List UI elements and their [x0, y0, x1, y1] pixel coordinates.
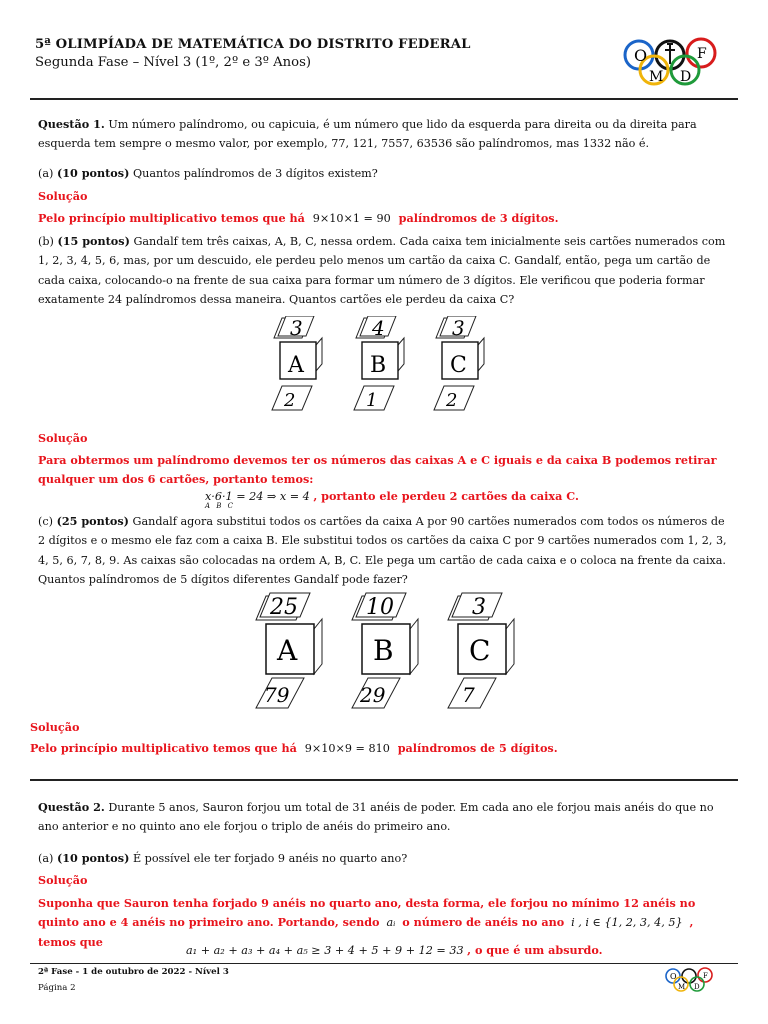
q2a-prefix: (a) — [38, 852, 54, 865]
q1a-solution-label: Solução — [38, 189, 88, 203]
header-divider — [30, 98, 738, 100]
box-b-letter: B — [370, 353, 387, 378]
q1b-solution-math-subscripts: A B C — [205, 502, 236, 510]
q2a-solution-end: , temos que — [38, 915, 694, 949]
q2a-solution-post: , o que é um absurdo. — [467, 943, 603, 957]
q1-label: Questão 1. — [38, 117, 105, 131]
box-b-large-top-card: 10 — [366, 595, 394, 620]
q1b-prefix: (b) — [38, 235, 54, 248]
footer-logo — [664, 966, 722, 994]
q1a-question — [38, 164, 730, 183]
q2a-solution-label: Solução — [38, 873, 88, 887]
logo-letter-f: F — [697, 46, 707, 62]
page-subtitle: Segunda Fase – Nível 3 (1º, 2º e 3º Anos) — [35, 55, 311, 70]
box-a-small — [272, 316, 322, 411]
box-c-bottom-card: 2 — [446, 390, 458, 411]
q1-statement — [38, 115, 730, 154]
section-divider — [30, 779, 738, 781]
q2-statement — [38, 798, 730, 837]
q1b-text: Gandalf tem três caixas, A, B, C, nessa ordem. Cada caixa tem inicialmente seis cartões numerados com 1, 2, 3, 4, 5, 6, mas, por um descuido, ele perdeu pelo menos um cartão da caixa C. Gandalf, então, pega um cartão de cada caixa, colocando-o na frente de sua caixa para formar um número de 3 dígitos. Ele verificou que poderia formar exatamente 24 palíndromos dessa maneira. Quantos cartões ele perdeu da caixa C? — [38, 235, 726, 307]
logo-letter-d: D — [680, 69, 692, 85]
logo-letter-o: O — [634, 46, 648, 65]
box-c-letter: C — [450, 353, 467, 378]
q2a-points: (10 pontos) — [56, 851, 130, 865]
page-title: 5ª OLIMPÍADA DE MATEMÁTICA DO DISTRITO FEDERAL — [35, 37, 471, 52]
logo-letter-m: M — [649, 69, 664, 85]
box-a-bottom-card: 2 — [284, 390, 296, 411]
footer-logo-o: O — [670, 972, 677, 981]
q2a-solution-equation — [186, 943, 603, 957]
q1c-text: Gandalf agora substitui todos os cartões da caixa A por 90 cartões numerados com todos os números de 2 dígitos e o mesmo ele faz com a caixa B. Ele substitui todos os cartões da caixa C por 9 cartões numerados com 1, 2, 3, 4, 5, 6, 7, 8, 9. As caixas são colocadas na ordem A, B, C. Ele pega um cartão de cada caixa e o coloca na frente da caixa. Quantos palíndromos de 5 dígitos diferentes Gandalf pode fazer? — [38, 515, 727, 587]
q1c-boxes-figure — [244, 592, 534, 712]
q1-statement-text: Um número palíndromo, ou capicuia, é um número que lido da esquerda para direita ou da direita para esquerda tem sempre o mesmo valor, por exemplo, 77, 121, 7557, 63536 são palíndromos, mas 1332 não é. — [38, 118, 697, 151]
box-a-large-letter: A — [277, 634, 298, 667]
q1c-points: (25 pontos) — [56, 514, 129, 528]
box-b-large-bottom-card: 29 — [360, 683, 386, 707]
q2a-solution-math: a₁ + a₂ + a₃ + a₄ + a₅ ≥ 3 + 4 + 5 + 9 + 12 = 33 — [186, 944, 464, 957]
q1a-prefix: (a) — [38, 167, 54, 180]
box-a-large-top-card: 25 — [270, 595, 298, 620]
box-b-small — [354, 316, 404, 411]
box-c-large-top-card: 3 — [472, 595, 486, 620]
q1c-solution-math: 9×10×9 = 810 — [304, 742, 390, 755]
box-b-top-card: 4 — [372, 316, 385, 340]
box-b-large — [352, 593, 418, 708]
box-a-letter: A — [288, 353, 304, 378]
q1b-solution-post: , portanto ele perdeu 2 cartões da caixa C. — [313, 489, 579, 503]
q1a-points: (10 pontos) — [56, 166, 130, 180]
q1b-points: (15 pontos) — [57, 234, 130, 248]
q2-statement-text: Durante 5 anos, Sauron forjou um total de 31 anéis de poder. Em cada ano ele forjou mais anéis do que no ano anterior e no quinto ano ele forjou o triplo de anéis do primeiro ano. — [38, 801, 714, 834]
footer-logo-m: M — [678, 983, 686, 991]
q1b-question — [38, 232, 730, 310]
q1b-solution-equation — [205, 489, 579, 510]
q1c-solution-post: palíndromos de 5 dígitos. — [397, 741, 558, 755]
q2a-solution-body: Suponha que Sauron tenha forjado 9 anéis no quarto ano, desta forma, ele forjou no mínimo 12 anéis no quinto ano e 4 anéis no primeiro ano. Portando, sendo — [38, 896, 696, 930]
q1c-question — [38, 512, 730, 590]
box-b-large-letter: B — [373, 634, 394, 667]
q2a-text: É possível ele ter forjado 9 anéis no quarto ano? — [132, 852, 408, 865]
box-c-large-bottom-card: 7 — [462, 683, 475, 707]
q1c-solution-pre: Pelo princípio multiplicativo temos que há — [30, 741, 297, 755]
footer-logo-f: F — [703, 972, 708, 980]
box-a-large — [256, 593, 322, 708]
q1c-prefix: (c) — [38, 515, 53, 528]
box-a-top-card: 3 — [290, 316, 303, 340]
q1b-solution-text: Para obtermos um palíndromo devemos ter os números das caixas A e C iguais e da caixa B podemos retirar qualquer um dos 6 cartões, portanto temos: — [38, 453, 717, 487]
page-number: Página 2 — [38, 983, 76, 993]
q1c-solution-label: Solução — [30, 720, 80, 734]
footer-divider — [30, 963, 738, 964]
omdf-logo — [622, 36, 740, 88]
box-c-small — [434, 316, 484, 411]
box-c-large-letter: C — [469, 634, 491, 667]
box-b-bottom-card: 1 — [366, 390, 378, 411]
q1a-solution-math: 9×10×1 = 90 — [312, 212, 391, 225]
q1a-solution — [38, 209, 730, 228]
q1a-text: Quantos palíndromos de 3 dígitos existem? — [132, 167, 378, 180]
q1b-solution-label: Solução — [38, 431, 88, 445]
q1a-solution-post: palíndromos de 3 dígitos. — [398, 211, 559, 225]
q1b-boxes-figure — [268, 316, 500, 416]
q2-label: Questão 2. — [38, 800, 105, 814]
q2a-solution-var: aᵢ — [386, 916, 396, 930]
box-c-large — [448, 593, 514, 708]
q1c-solution — [30, 739, 722, 758]
q2a-solution-set: i , i ∈ {1, 2, 3, 4, 5} — [571, 916, 683, 930]
q1b-solution-math: x·6·1 = 24 ⇒ x = 4 — [205, 490, 310, 503]
box-a-large-bottom-card: 79 — [264, 683, 290, 707]
box-c-top-card: 3 — [452, 316, 465, 340]
footer-info: 2ª Fase - 1 de outubro de 2022 - Nível 3 — [38, 967, 229, 977]
q1a-solution-pre: Pelo princípio multiplicativo temos que há — [38, 211, 305, 225]
footer-logo-d: D — [694, 983, 700, 991]
q2a-solution-mid: o número de anéis no ano — [402, 915, 565, 930]
q2a-question — [38, 849, 730, 868]
